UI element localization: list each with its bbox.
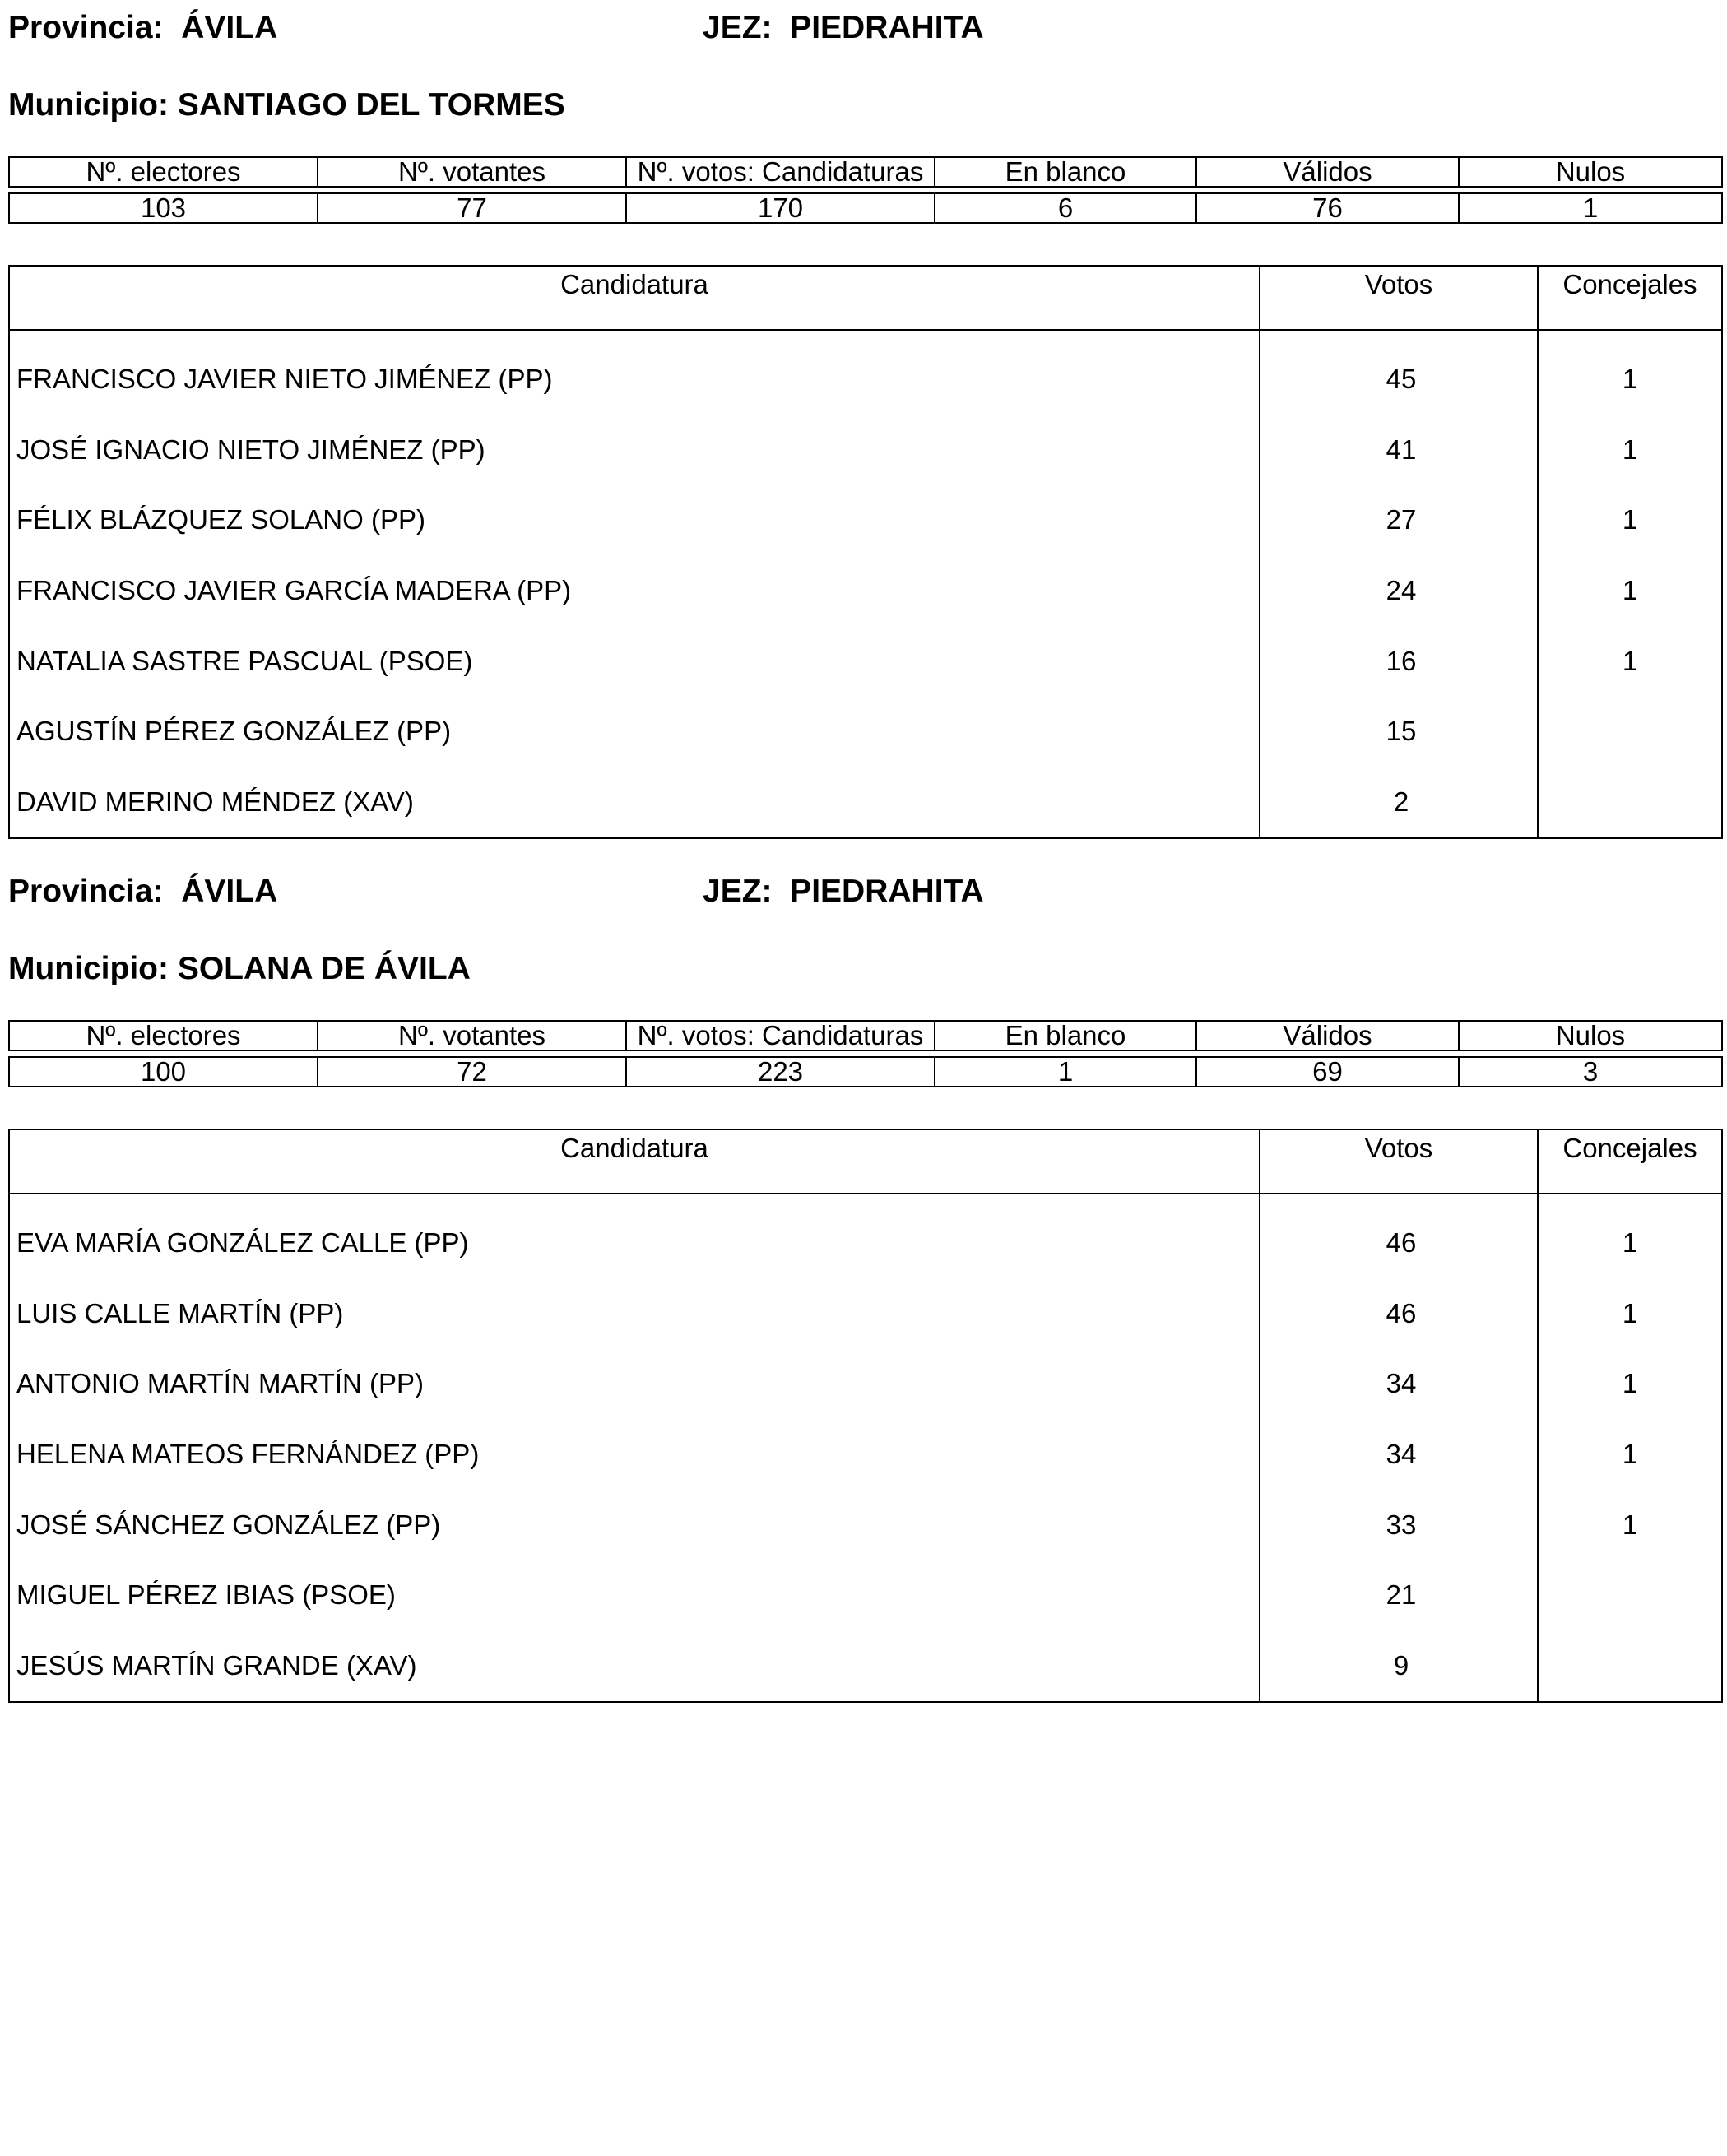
stats-header-nulos: Nulos [1459,157,1722,187]
stats-value-votos-candidaturas: 170 [626,193,935,223]
stats-value-votos-candidaturas: 223 [626,1057,935,1087]
candidate-votos: 45 [1260,330,1538,415]
candidate-name: ANTONIO MARTÍN MARTÍN (PP) [9,1348,1260,1419]
candidate-concejales [1538,1560,1722,1630]
candidate-name: EVA MARÍA GONZÁLEZ CALLE (PP) [9,1194,1260,1278]
provincia-label: Provincia: [8,874,164,909]
stats-value-votantes: 72 [318,1057,626,1087]
municipio-heading [8,89,565,121]
candidate-concejales: 1 [1538,626,1722,697]
candidate-concejales: 1 [1538,1278,1722,1349]
stats-header-nulos: Nulos [1459,1021,1722,1050]
candidate-votos: 41 [1260,415,1538,485]
candidate-concejales: 1 [1538,1419,1722,1490]
stats-header-electores: Nº. electores [9,1021,318,1050]
candidate-name: AGUSTÍN PÉREZ GONZÁLEZ (PP) [9,696,1260,767]
provincia-value: ÁVILA [181,874,278,909]
candidate-row [9,485,1722,555]
candidate-name: JESÚS MARTÍN GRANDE (XAV) [9,1630,1260,1702]
provincia-heading [8,875,277,907]
stats-header-electores: Nº. electores [9,157,318,187]
jez-label: JEZ: [703,874,773,909]
candidates-header-row [9,266,1722,330]
candidate-concejales [1538,696,1722,767]
stats-value-nulos: 1 [1459,193,1722,223]
header-votos: Votos [1260,266,1538,330]
candidate-row [9,1348,1722,1419]
header-concejales: Concejales [1538,266,1722,330]
stats-value-row [9,193,1722,223]
candidate-votos: 16 [1260,626,1538,697]
stats-value-votantes: 77 [318,193,626,223]
candidate-row [9,1419,1722,1490]
candidate-concejales: 1 [1538,1348,1722,1419]
candidate-concejales: 1 [1538,415,1722,485]
municipio-value: SOLANA DE ÁVILA [177,951,471,986]
header-concejales: Concejales [1538,1129,1722,1194]
candidate-votos: 34 [1260,1419,1538,1490]
candidate-row [9,1490,1722,1560]
stats-header-validos: Válidos [1196,1021,1459,1050]
candidates-header-row [9,1129,1722,1194]
candidate-row [9,1560,1722,1630]
jez-value: PIEDRAHITA [790,10,984,45]
candidate-name: JOSÉ SÁNCHEZ GONZÁLEZ (PP) [9,1490,1260,1560]
municipio-label: Municipio: [8,951,169,986]
stats-table [8,1020,1723,1087]
jez-value: PIEDRAHITA [790,874,984,909]
stats-header-en-blanco: En blanco [935,157,1196,187]
candidate-votos: 46 [1260,1278,1538,1349]
candidate-row [9,1194,1722,1278]
candidate-concejales [1538,1630,1722,1702]
candidate-name: HELENA MATEOS FERNÁNDEZ (PP) [9,1419,1260,1490]
municipio-value: SANTIAGO DEL TORMES [177,87,565,123]
candidate-votos: 21 [1260,1560,1538,1630]
candidate-name: NATALIA SASTRE PASCUAL (PSOE) [9,626,1260,697]
candidate-votos: 2 [1260,767,1538,838]
stats-header-en-blanco: En blanco [935,1021,1196,1050]
provincia-value: ÁVILA [181,10,278,45]
candidate-votos: 15 [1260,696,1538,767]
candidate-name: FÉLIX BLÁZQUEZ SOLANO (PP) [9,485,1260,555]
candidate-votos: 24 [1260,555,1538,626]
stats-header-votantes: Nº. votantes [318,1021,626,1050]
candidate-votos: 46 [1260,1194,1538,1278]
candidate-row [9,1630,1722,1702]
jez-heading [703,875,984,907]
candidates-table [8,265,1723,839]
candidate-row [9,415,1722,485]
jez-heading [703,12,984,44]
candidates-table [8,1129,1723,1703]
candidate-votos: 33 [1260,1490,1538,1560]
header-candidatura: Candidatura [9,1129,1260,1194]
stats-value-validos: 76 [1196,193,1459,223]
candidate-concejales [1538,767,1722,838]
stats-value-electores: 103 [9,193,318,223]
candidate-row [9,696,1722,767]
stats-value-en-blanco: 1 [935,1057,1196,1087]
stats-header-votos-candidaturas: Nº. votos: Candidaturas [626,157,935,187]
candidate-concejales: 1 [1538,330,1722,415]
stats-header-votos-candidaturas: Nº. votos: Candidaturas [626,1021,935,1050]
candidate-row [9,330,1722,415]
header-candidatura: Candidatura [9,266,1260,330]
stats-value-en-blanco: 6 [935,193,1196,223]
candidate-concejales: 1 [1538,1194,1722,1278]
stats-header-row [9,157,1722,187]
candidate-name: LUIS CALLE MARTÍN (PP) [9,1278,1260,1349]
candidate-name: MIGUEL PÉREZ IBIAS (PSOE) [9,1560,1260,1630]
stats-value-nulos: 3 [1459,1057,1722,1087]
header-votos: Votos [1260,1129,1538,1194]
stats-value-validos: 69 [1196,1057,1459,1087]
provincia-label: Provincia: [8,10,164,45]
municipio-label: Municipio: [8,87,169,123]
candidate-row [9,1278,1722,1349]
candidate-name: DAVID MERINO MÉNDEZ (XAV) [9,767,1260,838]
stats-header-votantes: Nº. votantes [318,157,626,187]
candidate-name: FRANCISCO JAVIER GARCÍA MADERA (PP) [9,555,1260,626]
candidate-name: FRANCISCO JAVIER NIETO JIMÉNEZ (PP) [9,330,1260,415]
stats-header-row [9,1021,1722,1050]
candidate-concejales: 1 [1538,485,1722,555]
candidate-votos: 34 [1260,1348,1538,1419]
stats-header-validos: Válidos [1196,157,1459,187]
jez-label: JEZ: [703,10,773,45]
candidate-row [9,626,1722,697]
candidate-votos: 27 [1260,485,1538,555]
stats-table [8,156,1723,224]
candidate-row [9,555,1722,626]
candidate-concejales: 1 [1538,555,1722,626]
municipio-heading [8,953,471,985]
candidate-votos: 9 [1260,1630,1538,1702]
provincia-heading [8,12,277,44]
stats-value-electores: 100 [9,1057,318,1087]
candidate-name: JOSÉ IGNACIO NIETO JIMÉNEZ (PP) [9,415,1260,485]
candidate-concejales: 1 [1538,1490,1722,1560]
candidate-row [9,767,1722,838]
stats-value-row [9,1057,1722,1087]
